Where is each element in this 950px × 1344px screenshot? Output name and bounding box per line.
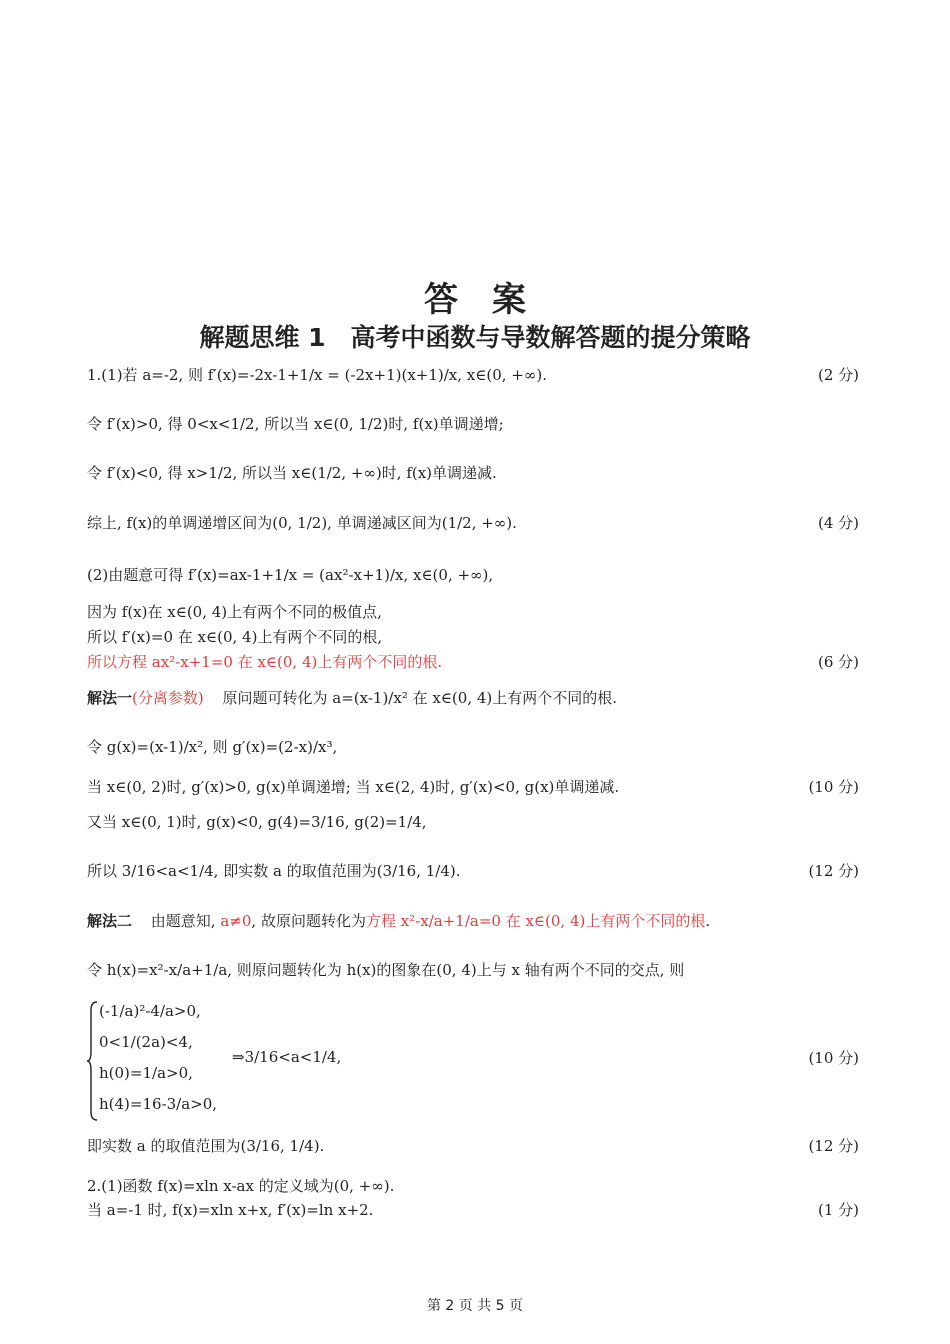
- left-brace-icon: [87, 1000, 99, 1122]
- answer-line: [87, 812, 867, 832]
- score-label: (12 分): [808, 862, 859, 880]
- answer-line: [87, 627, 867, 647]
- answer-line: [87, 365, 867, 385]
- method-note: (分离参数): [132, 689, 204, 707]
- answer-line: [87, 1176, 867, 1196]
- line-text: 所以 3/16<a<1/4, 即实数 a 的取值范围为(3/16, 1/4).: [87, 862, 461, 880]
- line-text: 当 x∈(0, 2)时, g′(x)>0, g(x)单调递增; 当 x∈(2, 4)时, g′(x)<0, g(x)单调递减.: [87, 778, 620, 796]
- line-text: 所以方程 ax²-x+1=0 在 x∈(0, 4)上有两个不同的根.: [87, 653, 443, 671]
- system-row: 0<1/(2a)<4,: [99, 1033, 193, 1051]
- answer-line: [87, 602, 867, 622]
- line-text: 令 g(x)=(x-1)/x², 则 g′(x)=(2-x)/x³,: [87, 738, 338, 756]
- answer-line: [87, 513, 867, 533]
- line-text-b: a≠0: [220, 912, 252, 930]
- line-text-c: , 故原问题转化为: [251, 912, 366, 930]
- page-footer: 第 2 页 共 5 页: [426, 1298, 524, 1314]
- line-text: 令 f′(x)<0, 得 x>1/2, 所以当 x∈(1/2, +∞)时, f(x)单调递减.: [87, 464, 497, 482]
- line-text: 又当 x∈(0, 1)时, g(x)<0, g(4)=3/16, g(2)=1/4,: [87, 813, 427, 831]
- score-label: (6 分): [817, 653, 859, 671]
- method-label: 解法一: [87, 689, 133, 707]
- line-text: 令 f′(x)>0, 得 0<x<1/2, 所以当 x∈(0, 1/2)时, f(x)单调递增;: [87, 415, 504, 433]
- line-text-e: .: [705, 912, 711, 930]
- system-result: ⇒3/16<a<1/4,: [232, 1048, 342, 1066]
- score-label: (12 分): [808, 1137, 859, 1155]
- line-text: 因为 f(x)在 x∈(0, 4)上有两个不同的极值点,: [87, 603, 382, 621]
- answer-line: [87, 737, 867, 757]
- answer-line-highlight: [87, 652, 867, 672]
- line-text: (2)由题意可得 f′(x)=ax-1+1/x = (ax²-x+1)/x, x∈(0, +∞),: [87, 566, 494, 584]
- score-label: (2 分): [817, 366, 859, 384]
- system-row: (-1/a)²-4/a>0,: [99, 1002, 201, 1020]
- system-row: h(0)=1/a>0,: [99, 1064, 193, 1082]
- line-text: 1.(1)若 a=-2, 则 f′(x)=-2x-1+1/x = (-2x+1)(x+1)/x, x∈(0, +∞).: [87, 366, 547, 384]
- answer-line: [87, 1136, 867, 1156]
- line-text: 所以 f′(x)=0 在 x∈(0, 4)上有两个不同的根,: [87, 628, 383, 646]
- answer-line: [87, 463, 867, 483]
- method-one-line: [87, 688, 867, 708]
- inequality-system: [87, 1000, 867, 1125]
- line-text: 综上, f(x)的单调递增区间为(0, 1/2), 单调递减区间为(1/2, +∞).: [87, 514, 517, 532]
- score-label: (10 分): [808, 778, 859, 796]
- score-label: (1 分): [817, 1201, 859, 1219]
- answer-line: [87, 414, 867, 434]
- method-two-line: [87, 911, 867, 931]
- line-text: 当 a=-1 时, f(x)=xln x+x, f′(x)=ln x+2.: [87, 1201, 374, 1219]
- line-text: 即实数 a 的取值范围为(3/16, 1/4).: [87, 1137, 325, 1155]
- line-text: 原问题可转化为 a=(x-1)/x² 在 x∈(0, 4)上有两个不同的根.: [222, 689, 618, 707]
- answer-line: [87, 565, 867, 585]
- line-text: 2.(1)函数 f(x)=xln x-ax 的定义域为(0, +∞).: [87, 1177, 395, 1195]
- answer-line: [87, 1200, 867, 1220]
- answer-line: [87, 861, 867, 881]
- method-label: 解法二: [87, 912, 133, 930]
- score-label: (10 分): [808, 1049, 859, 1067]
- line-text-d: 方程 x²-x/a+1/a=0 在 x∈(0, 4)上有两个不同的根: [365, 912, 706, 930]
- answer-line: [87, 777, 867, 797]
- system-row: h(4)=16-3/a>0,: [99, 1095, 218, 1113]
- page-title: 答 案: [424, 280, 526, 320]
- line-text-a: 由题意知,: [150, 912, 221, 930]
- line-text: 令 h(x)=x²-x/a+1/a, 则原问题转化为 h(x)的图象在(0, 4)上与 x 轴有两个不同的交点, 则: [87, 961, 685, 979]
- page-subtitle: 解题思维 1 高考中函数与导数解答题的提分策略: [199, 323, 751, 352]
- answer-line: [87, 960, 867, 980]
- score-label: (4 分): [817, 514, 859, 532]
